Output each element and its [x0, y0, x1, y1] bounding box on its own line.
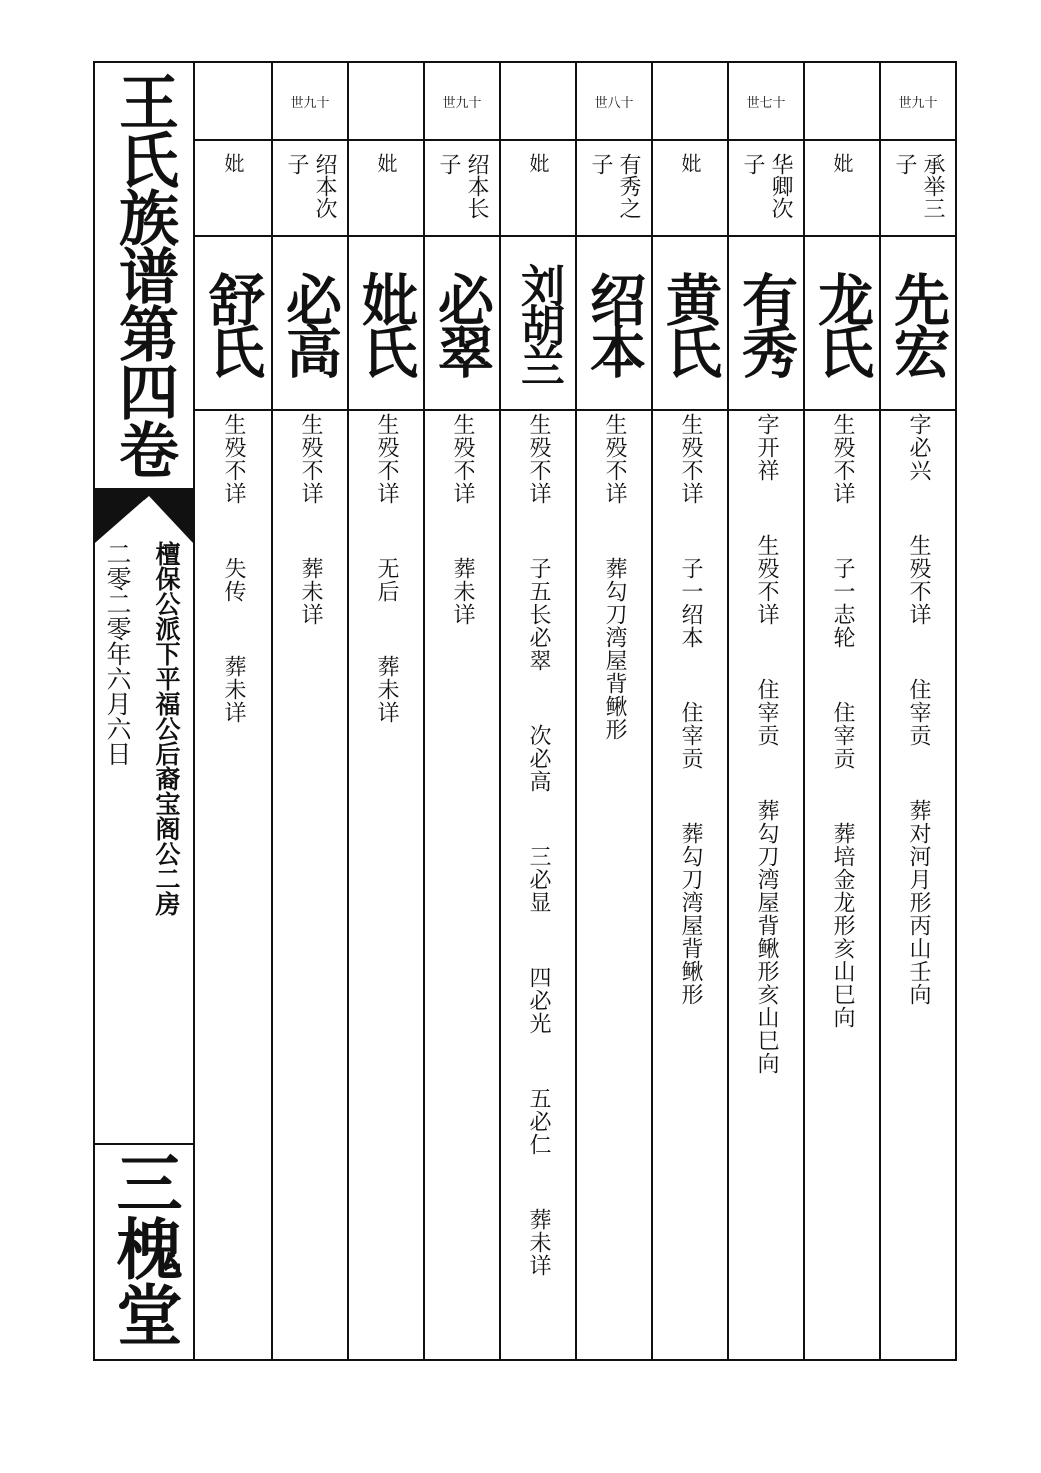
hall-name [95, 1149, 193, 1359]
person-detail-cell: 生殁不详 失传 葬未详 [221, 413, 246, 724]
person-detail-cell: 字必兴 生殁不详 住宰贡 葬对河月形丙山壬向 [906, 413, 931, 1006]
fish-tail-ornament [95, 488, 193, 548]
genealogy-columns [195, 63, 955, 1359]
person-detail-cell: 生殁不详 子五长必翠 次必高 三必显 四必光 五必仁 葬未详 [526, 413, 551, 1277]
genealogy-column [879, 63, 955, 1359]
relation-cell: 绍本长子 [425, 141, 499, 237]
genealogy-column [499, 63, 575, 1359]
relation-cell: 承举三子 [881, 141, 955, 237]
generation-cell [195, 63, 271, 141]
branch-lineage-text: 檀保公派下平福公后裔宝阁公二房 [152, 541, 181, 916]
relation-cell: 妣 [653, 141, 727, 237]
person-name-cell: 有秀 [729, 237, 803, 411]
volume-title [95, 63, 193, 488]
genealogy-column [651, 63, 727, 1359]
person-name-cell: 黄氏 [653, 237, 727, 411]
person-name-cell: 刘胡兰 [501, 237, 575, 411]
relation-cell: 妣 [805, 141, 879, 237]
person-detail-cell: 生殁不详 葬未详 [450, 413, 475, 626]
person-name-cell: 妣氏 [349, 237, 423, 411]
relation-cell: 华卿次子 [729, 141, 803, 237]
person-name-cell: 必高 [273, 237, 347, 411]
volume-title-text: 王氏族谱第四卷 [109, 71, 179, 477]
genealogy-page-frame [93, 61, 957, 1361]
person-name-cell: 先宏 [881, 237, 955, 411]
generation-cell: 世七十 [729, 63, 803, 141]
person-detail-cell: 生殁不详 葬勾刀湾屋背鳅形 [602, 413, 627, 741]
hall-name-text: 三槐堂 [105, 1149, 183, 1347]
genealogy-column [727, 63, 803, 1359]
relation-cell: 有秀之子 [577, 141, 651, 237]
generation-cell: 世九十 [881, 63, 955, 141]
genealogy-column [575, 63, 651, 1359]
spine-column [95, 63, 195, 1359]
person-name-cell: 舒氏 [195, 237, 271, 411]
genealogy-column [271, 63, 347, 1359]
relation-cell: 妣 [349, 141, 423, 237]
genealogy-column [803, 63, 879, 1359]
person-detail-cell: 生殁不详 子一绍本 住宰贡 葬勾刀湾屋背鳅形 [678, 413, 703, 1006]
person-detail-cell: 生殁不详 无后 葬未详 [374, 413, 399, 724]
genealogy-column [347, 63, 423, 1359]
person-detail-cell: 生殁不详 葬未详 [298, 413, 323, 626]
generation-cell: 世八十 [577, 63, 651, 141]
person-detail-cell: 字开祥 生殁不详 住宰贡 葬勾刀湾屋背鳅形亥山巳向 [754, 413, 779, 1075]
generation-cell: 世九十 [273, 63, 347, 141]
person-name-cell: 龙氏 [805, 237, 879, 411]
genealogy-column [195, 63, 271, 1359]
generation-cell: 世九十 [425, 63, 499, 141]
person-detail-cell: 生殁不详 子一志轮 住宰贡 葬培金龙形亥山巳向 [830, 413, 855, 1029]
generation-cell [653, 63, 727, 141]
generation-cell [805, 63, 879, 141]
hall-divider [95, 1143, 193, 1145]
relation-cell: 绍本次子 [273, 141, 347, 237]
person-name-cell: 绍本 [577, 237, 651, 411]
genealogy-column [423, 63, 499, 1359]
relation-cell: 妣 [501, 141, 575, 237]
relation-cell: 妣 [195, 141, 271, 237]
fish-tail-icon [95, 488, 193, 548]
generation-cell [349, 63, 423, 141]
person-name-cell: 必翠 [425, 237, 499, 411]
generation-cell [501, 63, 575, 141]
compile-date-text: 二零二零年六月六日 [103, 541, 132, 766]
